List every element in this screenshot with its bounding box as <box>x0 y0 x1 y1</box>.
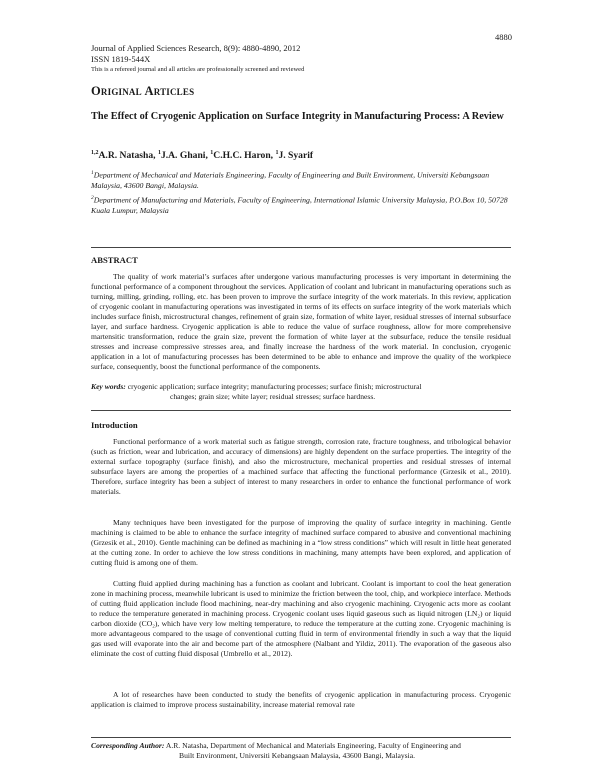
intro-paragraph-1 <box>91 437 511 497</box>
intro-p3-text: Cutting fluid applied during machining has a function as coolant and lubricant. Coolant is important to cool the heat generation zone in machining process, meanwhile lubricant is used to minimize the friction between the tool, chip, and workpiece interface. Methods of cutting fluid application include flood machining, near-dry machining and also cryogenic machining. Cryogenic acts more as coolant to reduce the temperature generated in machining process. Cryogenic coolant uses liquid gaseous such as liquid nitrogen (LN₂) or liquid carbon dioxide (CO₂), which have very low melting temperature, to reduce the temperature at the cutting zone. Cryogenic machining is more advantageous compared to the usage of conventional cutting fluid in term of environmental friendly in such a way that the liquid gas used will evaporate into the air and become part of the atmosphere (Nalbant and Yildiz, 2011). The evaporation of the gaseous also eliminate the cost of cutting fluid disposal (Umbrello et al., 2012). <box>91 579 511 659</box>
affiliation-text: Department of Manufacturing and Materials, Faculty of Engineering, International Islamic University Malaysia, P.O.Box 10, 50728 Kuala Lumpur, Malaysia <box>91 195 508 215</box>
author-name: J.A. Ghani, <box>160 150 211 162</box>
abstract-top-divider <box>91 247 511 248</box>
page-number: 4880 <box>495 32 512 42</box>
corresponding-author <box>91 741 516 761</box>
intro-p4-text: A lot of researches have been conducted to study the benefits of cryogenic application in manufacturing process. Cryogenic application is claimed to improve process sustainability, increase material removal rate <box>91 690 511 710</box>
abstract-body: The quality of work material’s surfaces after undergone various manufacturing processes is very important in determining the functional performance of a component throughout the services. Application of coolant and lubricant in manufacturing operations such as turning, milling, grinding, rolling, etc. has been proven to improve the surface integrity of the work materials. In this review, application of cryogenic coolant in manufacturing operations was investigated in terms of its effects on surface integrity of the work materials which includes surface finish, microstructural changes, refinement of grain size, formation of white layer, residual stresses of internal subsurface layer, and surface hardness. Cryogenic application is able to reduce the value of surface roughness, allow for more comprehensive martensitic transformation, reduce the grain size, prevent the formation of white layer at the subsurface, reduce the tensile residual stresses and increase compressive stresses area, and finally increase the hardness of the work material. In conclusion, cryogenic application in a lot of manufacturing processes has been determined to be able to enhance and improve the quality of the workpiece surface, consequently, boost the functional performance of the components. <box>91 272 511 372</box>
corresponding-line-1: A.R. Natasha, Department of Mechanical and Materials Engineering, Faculty of Engineering and <box>165 741 461 750</box>
journal-citation: Journal of Applied Sciences Research, 8(9): 4880-4890, 2012 <box>91 43 301 53</box>
abstract-text <box>91 272 511 372</box>
intro-paragraph-2 <box>91 518 511 568</box>
footer-divider <box>91 737 511 738</box>
author-name: J. Syarif <box>278 150 314 162</box>
author-sup: 1,2 <box>91 150 99 156</box>
author-list <box>91 150 313 161</box>
author-name: A.R. Natasha, <box>98 150 158 162</box>
abstract-heading: ABSTRACT <box>91 255 138 265</box>
intro-p2-text: Many techniques have been investigated for the purpose of improving the quality of surface integrity in machining. Gentle machining is claimed to be able to enhance the surface integrity of machined surface compared to abusive and conventional machining (Grzesik et al., 2010). Gentle machining can be defined as machining in a “low stress conditions” which will result in little heat generated at the cutting zone. In order to achieve the low stress conditions in machining, many attempts have been explored, and application of cutting fluid is among one of them. <box>91 518 511 568</box>
author-sup: 1 <box>157 150 161 156</box>
author-sup: 1 <box>275 150 279 156</box>
article-title: The Effect of Cryogenic Application on Surface Integrity in Manufacturing Process: A Review <box>91 111 504 122</box>
keywords <box>91 382 511 402</box>
section-heading: Original Articles <box>91 84 195 98</box>
intro-p1-text: Functional performance of a work material such as fatigue strength, corrosion rate, fracture toughness, and tribological behavior (such as friction, wear and lubrication, and accuracy of dimensions) are highly dependent on the surface properties. The integrity of the external surface topography (surface finish), and also the microstructure, mechanical properties and residual stresses of internal subsurface layers are among the properties of a machined surface that affecting the functional performance (Grzesik et al., 2010). Therefore, surface integrity has been a subject of interest to many researchers in order to enhance the functional performance of work materials. <box>91 437 511 497</box>
keywords-label: Key words: <box>91 382 126 391</box>
author-sup: 1 <box>210 150 214 156</box>
corresponding-label: Corresponding Author: <box>91 741 165 750</box>
author-name: C.H.C. Haron, <box>213 150 276 162</box>
intro-paragraph-3 <box>91 579 511 659</box>
journal-issn: ISSN 1819-544X <box>91 54 151 64</box>
affiliation-1 <box>91 168 516 191</box>
affiliation-sup: 1 <box>91 170 94 176</box>
affiliation-text: Department of Mechanical and Materials Engineering, Faculty of Engineering and Built Environment, Universiti Kebangsaan Malaysia, 43600 Bangi, Malaysia. <box>91 170 490 190</box>
keywords-bottom-divider <box>91 410 511 411</box>
keywords-line-2: changes; grain size; white layer; residual stresses; surface hardness. <box>170 392 376 401</box>
keywords-line-1: cryogenic application; surface integrity; manufacturing processes; surface finish; microstructural <box>127 382 422 391</box>
introduction-heading: Introduction <box>91 420 138 430</box>
affiliation-2 <box>91 193 516 216</box>
journal-header <box>91 43 304 74</box>
intro-paragraph-4 <box>91 690 511 710</box>
affiliation-sup: 2 <box>91 195 94 201</box>
journal-note: This is a refereed journal and all articles are professionally screened and reviewed <box>91 66 305 73</box>
corresponding-line-2: Built Environment, Universiti Kebangsaan Malaysia, 43600 Bangi, Malaysia. <box>179 751 415 760</box>
